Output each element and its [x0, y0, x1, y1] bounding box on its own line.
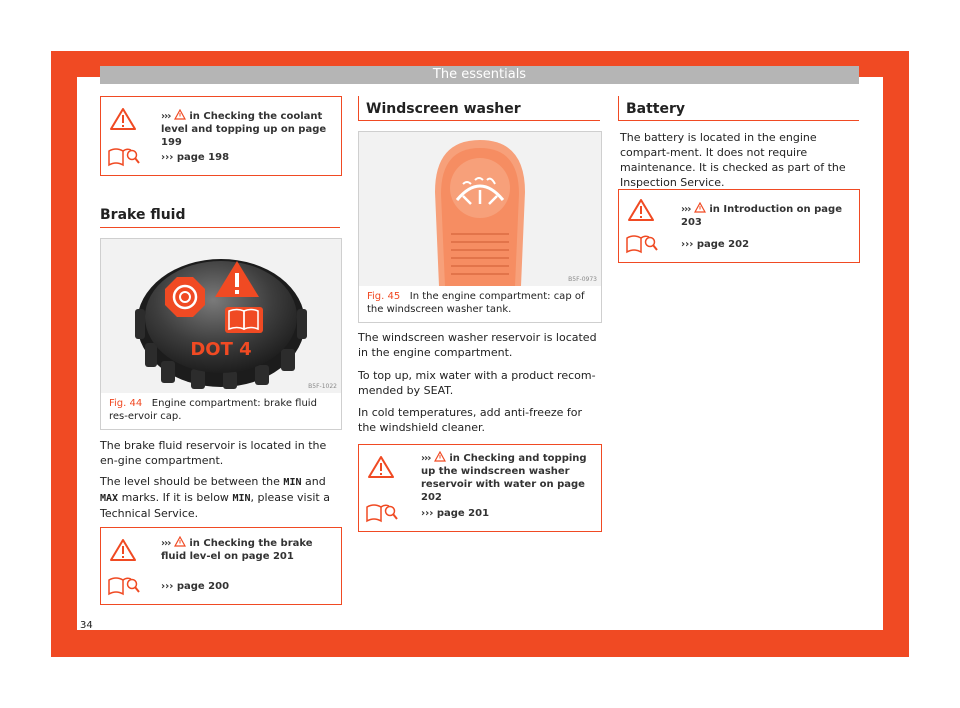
- book-magnifier-icon: [365, 501, 399, 523]
- warning-triangle-icon: [109, 538, 137, 562]
- warning-reference-text: in Checking and topping up the windscreen washer reservoir with water on page 202: [421, 453, 587, 503]
- figure-caption-text: In the engine compartment: cap of the windscreen washer tank.: [367, 291, 585, 315]
- figure-45: [358, 131, 602, 323]
- figure-caption-text: Engine compartment: brake fluid res-ervoir cap.: [109, 398, 317, 422]
- warning-reference-text: in Checking the coolant level and topping up on page 199: [161, 111, 327, 148]
- book-magnifier-icon: [107, 574, 141, 596]
- figure-label: Fig. 44: [109, 398, 143, 409]
- brake-fluid-heading: Brake fluid: [100, 207, 186, 223]
- book-magnifier-icon: [107, 145, 141, 167]
- inline-warning-icon: [174, 109, 186, 120]
- warning-reference-link[interactable]: [681, 202, 851, 229]
- battery-heading: Battery: [626, 101, 686, 117]
- figure-44: [100, 238, 342, 430]
- brake-paragraph-1: The brake fluid reservoir is located in the en-gine compartment.: [100, 439, 327, 467]
- washer-cap-image: [359, 132, 601, 286]
- figure-code: B5F-1022: [308, 383, 337, 390]
- arrows-glyph: ›››: [161, 538, 171, 549]
- page-reference-link[interactable]: ››› page 201: [421, 508, 490, 519]
- figure-44-caption: [109, 397, 335, 423]
- warning-triangle-icon: [627, 198, 655, 222]
- dot4-label: DOT 4: [190, 339, 252, 360]
- warning-reference-text: in Checking the brake fluid lev-el on page 201: [161, 538, 313, 562]
- page-reference-link[interactable]: ››› page 198: [161, 152, 230, 163]
- washer-paragraph-1: The windscreen washer reservoir is located in the engine compartment.: [358, 331, 597, 359]
- figure-code: B5F-0973: [568, 276, 597, 283]
- para-text: , please visit a Technical Service.: [100, 491, 330, 520]
- page-number: 34: [80, 620, 93, 631]
- page-reference-link[interactable]: ››› page 202: [681, 239, 750, 250]
- book-magnifier-icon: [625, 232, 659, 254]
- inline-warning-icon: [694, 202, 706, 213]
- heading-rule: [618, 120, 859, 121]
- warning-reference-link[interactable]: [421, 451, 593, 504]
- warning-triangle-icon: [367, 455, 395, 479]
- figure-45-caption: [367, 290, 595, 316]
- heading-rule: [100, 227, 340, 228]
- section-marker: [618, 96, 619, 120]
- warning-reference-link[interactable]: [161, 536, 333, 563]
- page-reference-link[interactable]: ››› page 200: [161, 581, 230, 592]
- battery-paragraph: The battery is located in the engine compart-ment. It does not require maintenance. It is checked as part of the Inspection Service.: [620, 131, 846, 189]
- min-mark: MIN: [232, 493, 251, 504]
- para-text: and: [304, 475, 326, 488]
- brake-fluid-cap-illustration: [101, 239, 341, 393]
- arrows-glyph: ›››: [681, 204, 691, 215]
- washer-paragraph-3: In cold temperatures, add anti-freeze for the windshield cleaner.: [358, 406, 582, 434]
- washer-paragraph-2: To top up, mix water with a product recom-mended by SEAT.: [358, 369, 596, 397]
- section-marker: [358, 96, 359, 120]
- brake-cap-image: [101, 239, 341, 393]
- warning-box-battery: [618, 189, 860, 263]
- figure-label: Fig. 45: [367, 291, 401, 302]
- para-text: marks. If it is below: [121, 491, 229, 504]
- para-text: The level should be between the: [100, 475, 280, 488]
- inline-warning-icon: [174, 536, 186, 547]
- brake-paragraph-2: [100, 474, 342, 521]
- warning-box-coolant: [100, 96, 342, 176]
- min-mark: MIN: [283, 477, 302, 488]
- arrows-glyph: ›››: [161, 111, 171, 122]
- heading-rule: [358, 120, 600, 121]
- warning-reference-link[interactable]: [161, 109, 333, 149]
- windscreen-washer-heading: Windscreen washer: [366, 101, 521, 117]
- warning-triangle-icon: [109, 107, 137, 131]
- max-mark: MAX: [100, 493, 119, 504]
- arrows-glyph: ›››: [421, 453, 431, 464]
- warning-box-washer: [358, 444, 602, 532]
- washer-cap-illustration: [359, 132, 601, 286]
- header-title: The essentials: [100, 66, 859, 84]
- warning-reference-text: in Introduction on page 203: [681, 204, 842, 228]
- inline-warning-icon: [434, 451, 446, 462]
- warning-box-brake: [100, 527, 342, 605]
